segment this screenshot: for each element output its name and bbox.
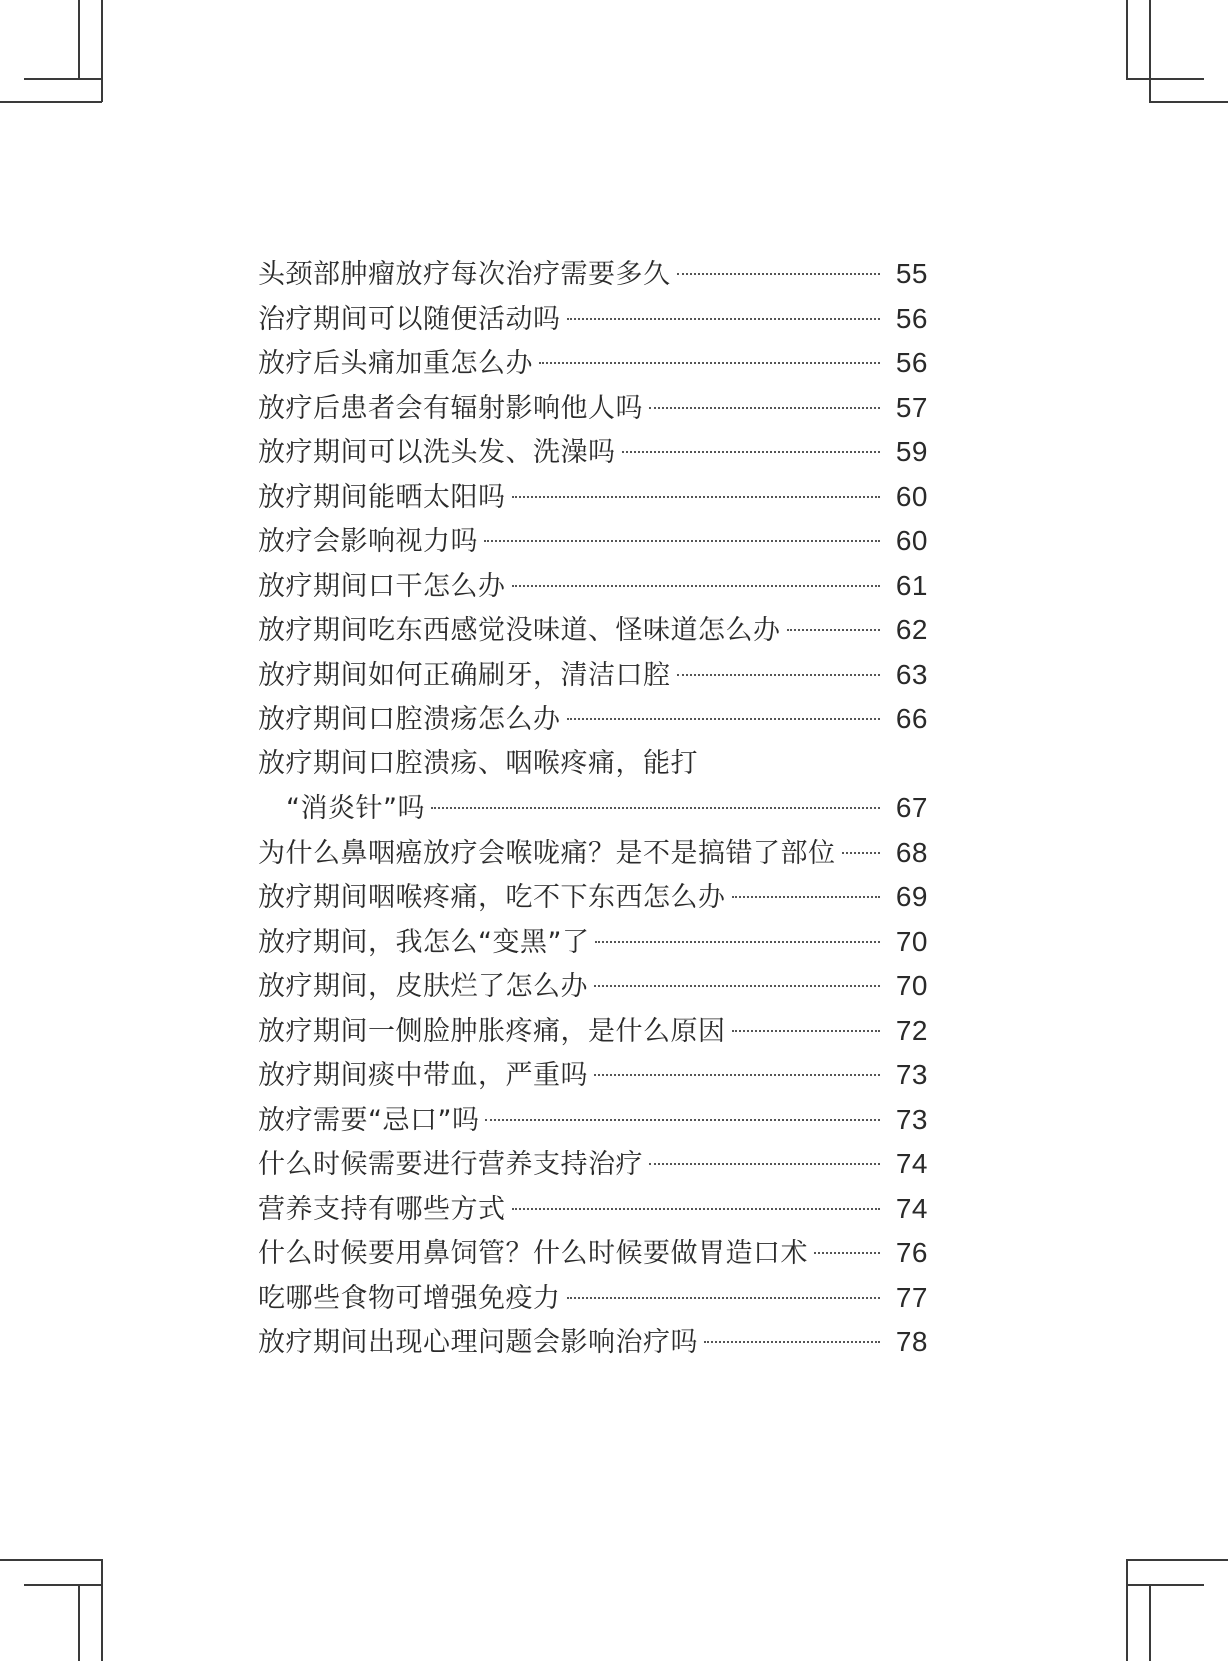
toc-entry-title: 吃哪些食物可增强免疫力	[258, 1282, 561, 1314]
toc-entry[interactable]	[258, 697, 928, 742]
crop-mark-top-right-horizontal	[1126, 78, 1204, 80]
toc-entry-title: 治疗期间可以随便活动吗	[258, 303, 561, 335]
toc-entry[interactable]	[258, 564, 928, 609]
crop-mark-bottom-right-vertical-2	[1149, 1584, 1151, 1661]
toc-dot-leader	[485, 1119, 880, 1121]
toc-page-number: 70	[895, 925, 928, 957]
toc-page-number: 57	[895, 391, 928, 423]
crop-mark-top-right-vertical	[1126, 0, 1128, 78]
table-of-contents	[258, 252, 928, 1365]
toc-page-number: 77	[895, 1281, 928, 1313]
toc-page-number: 67	[895, 792, 928, 823]
toc-dot-leader	[512, 585, 881, 587]
toc-entry[interactable]	[258, 875, 928, 920]
toc-entry-title: 放疗期间口干怎么办	[258, 570, 506, 602]
toc-entry[interactable]	[258, 1320, 928, 1365]
crop-mark-top-left-horizontal-2	[0, 101, 102, 103]
toc-dot-leader	[512, 496, 881, 498]
toc-entry-title: 放疗期间如何正确刷牙，清洁口腔	[258, 659, 671, 691]
toc-entry-title: 放疗期间咽喉疼痛，吃不下东西怎么办	[258, 882, 726, 913]
crop-mark-bottom-left-horizontal-2	[0, 1559, 102, 1561]
toc-dot-leader	[567, 718, 881, 720]
toc-entry-title: 放疗期间口腔溃疡怎么办	[258, 704, 561, 735]
toc-entry[interactable]	[258, 475, 928, 520]
toc-entry-title: 放疗后头痛加重怎么办	[258, 348, 533, 379]
toc-entry-title: 放疗期间可以洗头发、洗澡吗	[258, 437, 616, 468]
toc-entry[interactable]	[258, 608, 928, 653]
toc-page-number: 68	[895, 836, 928, 868]
toc-page-number: 73	[895, 1103, 928, 1135]
toc-page-number: 74	[895, 1148, 928, 1179]
toc-dot-leader	[594, 1074, 880, 1076]
crop-mark-top-left-vertical-2	[101, 0, 103, 102]
toc-dot-leader	[649, 1163, 880, 1165]
toc-page-number: 70	[895, 970, 928, 1001]
toc-entry-title: 放疗需要“忌口”吗	[258, 1104, 480, 1136]
toc-dot-leader	[431, 807, 880, 809]
toc-dot-leader	[484, 540, 880, 542]
crop-mark-top-left-vertical	[78, 0, 80, 78]
toc-page-number: 60	[895, 525, 928, 556]
toc-entry[interactable]	[258, 1187, 928, 1232]
toc-page-number: 72	[895, 1014, 928, 1046]
toc-dot-leader	[594, 985, 880, 987]
toc-page-number: 74	[895, 1192, 928, 1224]
toc-entry-title: 放疗期间出现心理问题会影响治疗吗	[258, 1327, 698, 1358]
toc-entry[interactable]	[258, 831, 928, 876]
crop-mark-bottom-right-horizontal-2	[1126, 1584, 1204, 1586]
toc-dot-leader	[677, 273, 881, 275]
toc-entry-title: 放疗会影响视力吗	[258, 526, 478, 557]
toc-entry-title: 放疗期间痰中带血，严重吗	[258, 1060, 588, 1091]
crop-mark-bottom-right-horizontal	[1126, 1559, 1228, 1561]
toc-dot-leader	[814, 1252, 880, 1254]
toc-entry[interactable]	[258, 742, 928, 787]
toc-dot-leader	[512, 1208, 881, 1210]
crop-mark-top-left-horizontal	[24, 78, 102, 80]
toc-dot-leader	[704, 1341, 880, 1343]
toc-entry[interactable]	[258, 1142, 928, 1187]
toc-page-number: 66	[895, 703, 928, 734]
toc-entry-title-continuation: “消炎针”吗	[286, 793, 425, 824]
crop-mark-bottom-left-vertical	[78, 1584, 80, 1661]
toc-page-number: 62	[895, 614, 928, 645]
toc-page-number: 60	[895, 480, 928, 512]
toc-entry-title: 放疗期间吃东西感觉没味道、怪味道怎么办	[258, 615, 781, 646]
toc-entry[interactable]	[258, 1276, 928, 1321]
toc-page-number: 69	[895, 881, 928, 912]
crop-mark-bottom-right-vertical	[1126, 1559, 1128, 1661]
toc-entry[interactable]	[258, 1231, 928, 1276]
toc-entry-title: 放疗后患者会有辐射影响他人吗	[258, 392, 643, 424]
toc-dot-leader	[595, 941, 880, 943]
toc-entry[interactable]	[258, 1053, 928, 1098]
toc-page-number: 59	[895, 436, 928, 467]
toc-dot-leader	[677, 674, 881, 676]
toc-dot-leader	[649, 407, 880, 409]
toc-entry-title: 放疗期间，皮肤烂了怎么办	[258, 971, 588, 1002]
toc-entry[interactable]	[258, 341, 928, 386]
toc-entry[interactable]	[258, 386, 928, 431]
toc-entry-title: 头颈部肿瘤放疗每次治疗需要多久	[258, 259, 671, 290]
toc-entry[interactable]	[258, 519, 928, 564]
toc-entry-title: 什么时候需要进行营养支持治疗	[258, 1149, 643, 1180]
crop-mark-bottom-left-vertical-2	[101, 1559, 103, 1661]
toc-entry[interactable]	[258, 920, 928, 965]
toc-entry[interactable]	[258, 964, 928, 1009]
toc-entry[interactable]	[258, 1009, 928, 1054]
toc-entry-title: 放疗期间，我怎么“变黑”了	[258, 926, 590, 958]
toc-entry[interactable]	[258, 297, 928, 342]
toc-page-number: 56	[895, 347, 928, 378]
toc-entry-title: 为什么鼻咽癌放疗会喉咙痛？是不是搞错了部位	[258, 837, 836, 869]
toc-page-number: 73	[895, 1059, 928, 1090]
crop-mark-bottom-left-horizontal	[24, 1584, 102, 1586]
toc-entry-title: 放疗期间一侧脸肿胀疼痛，是什么原因	[258, 1015, 726, 1047]
toc-page-number: 61	[895, 569, 928, 601]
toc-page-number: 78	[895, 1326, 928, 1357]
toc-dot-leader	[842, 852, 881, 854]
toc-page-number: 76	[895, 1237, 928, 1268]
toc-dot-leader	[787, 629, 881, 631]
toc-dot-leader	[732, 1030, 881, 1032]
toc-entry[interactable]	[258, 430, 928, 475]
toc-entry[interactable]	[258, 1098, 928, 1143]
crop-mark-top-right-horizontal-2	[1149, 101, 1228, 103]
toc-entry-title: 营养支持有哪些方式	[258, 1193, 506, 1225]
toc-page-number: 56	[895, 302, 928, 334]
toc-page-number: 55	[895, 258, 928, 289]
toc-entry-title: 放疗期间口腔溃疡、咽喉疼痛，能打	[258, 747, 698, 779]
toc-dot-leader	[567, 1297, 881, 1299]
crop-mark-top-right-vertical-2	[1149, 0, 1151, 102]
toc-dot-leader	[732, 896, 881, 898]
toc-entry[interactable]	[258, 653, 928, 698]
toc-entry-continuation[interactable]	[258, 786, 928, 831]
toc-entry-title: 放疗期间能晒太阳吗	[258, 481, 506, 513]
toc-dot-leader	[567, 318, 881, 320]
toc-entry-title: 什么时候要用鼻饲管？什么时候要做胃造口术	[258, 1238, 808, 1269]
toc-page-number: 63	[895, 658, 928, 690]
toc-dot-leader	[539, 362, 880, 364]
toc-entry[interactable]	[258, 252, 928, 297]
toc-dot-leader	[622, 451, 881, 453]
